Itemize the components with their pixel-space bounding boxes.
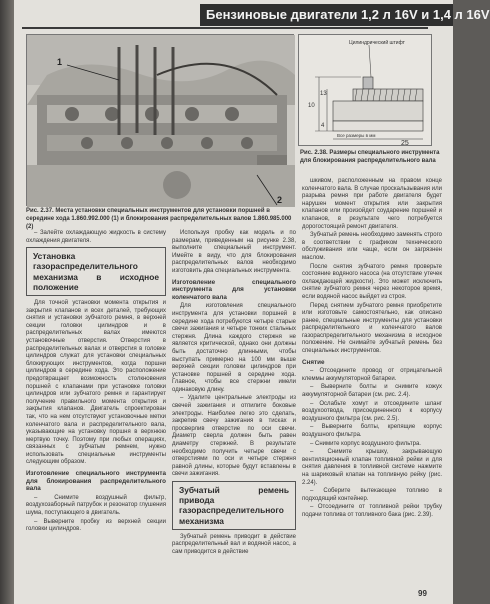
- text-column-3: [302, 178, 442, 521]
- col1-paragraph: – Снимите воздушный фильтр, воздухозаборный патрубок и резонатор глушения шума, поступающего в двигатель.: [26, 494, 166, 517]
- book-page: [14, 0, 490, 604]
- col2-paragraph: Используя пробку как модель и по размерам, приведенным на рисунке 2.38, выполните специальный инструмент. Имейте в виду, что для блокирования распределительных валов необходимо изготовить два специальных инструмента.: [172, 230, 296, 274]
- col2-paragraph: Зубчатый ремень приводит в действие распределительный вал и водяной насос, а сам приводится в действие: [172, 533, 296, 555]
- dim-4: 4: [321, 123, 325, 129]
- col3-paragraph: – Снимите крышку, закрывающую вентиляционный клапан топливной рейки и для снятия давления в топливной системе нажмите на шариковый клапан на топливную рейку (рис. 2.24).: [302, 449, 442, 486]
- col3-paragraph: – Отсоедините от топливной рейки трубку подачи топлива от топливного бака (рис. 2.39).: [302, 504, 442, 518]
- col3-paragraph: – Соберите вытекающее топливо в подходящий контейнер.: [302, 488, 442, 502]
- subheading-removal: Снятие: [302, 358, 325, 366]
- col1-paragraph: – Залейте охлаждающую жидкость в систему охлаждения двигателя.: [26, 230, 166, 244]
- figure-left-caption-text: Места установки специальных инструментов для установки поршней в середине хода 1.860.992.000 (1) и блокирования распределительных валов 1.860.985.000 (2): [26, 208, 292, 230]
- col2-paragraph: Для изготовления специального инструмента для установки поршней в середине хода потребуются четыре старые свечи зажигания и четыре тонких стальных стержня. Длина каждого стержня не является критической, однако они должны быть достаточно длинными, чтобы выступать примерно на 100 мм выше верхней секции головки цилиндров при установке поршней в середине хода. Главное, чтобы все стержни имели одинаковую длину.: [172, 303, 296, 393]
- col1-paragraph: – Выверните пробку из верхней секции головки цилиндров.: [26, 518, 166, 533]
- figure-right-caption: [300, 150, 440, 166]
- tool-drawing: [299, 35, 433, 147]
- figure-left-caption-num: Рис. 2.37.: [26, 208, 54, 214]
- figure-callout-2: 2: [277, 195, 283, 205]
- col3-paragraph: – Выверните болты, крепящие корпус воздушного фильтра.: [302, 424, 442, 438]
- section-heading-timing-setup: Установка газораспределительного механизма в исходное положение: [26, 247, 166, 296]
- figure-right-caption-num: Рис. 2.38.: [300, 150, 328, 156]
- dim-25: 25: [401, 140, 409, 147]
- figure-callout-1: 1: [57, 57, 63, 67]
- col3-paragraph: шкивом, расположенным на правом конце коленчатого вала. В случае проскальзывания или разрыва ремня при работе двигателя будет нарушен момент открытия или закрытия клапанов или произойдет соударение поршней и клапанов, в результате чего потребуется дорогостоящий ремонт двигателя.: [302, 178, 442, 230]
- col3-paragraph: После снятия зубчатого ремня проверьте состояние водяного насоса (на отсутствие утечек охлаждающей жидкости). Это может исключить снятие зубчатого ремня через некоторое время, если водяной насос выйдет из строя.: [302, 263, 442, 300]
- text-column-1: [26, 230, 166, 535]
- figure-right-caption-text: Размеры специального инструмента для блокирования распределительного вала: [300, 150, 440, 164]
- col2-paragraph: – Удалите центральные электроды из свечей зажигания и отпилите боковые электроды. Наиболее легко это сделать, закрепив свечу зажигания в тисках и просверлив отверстие по оси свечи. Диаметр сверла должен быть равен диаметру стержней. В результате необходимо получить четыре свечи с отверстиями по оси и четыре стержня равной длины, которые будут вставлены в свечи зажигания.: [172, 395, 296, 478]
- col3-paragraph: – Отсоедините провод от отрицательной клеммы аккумуляторной батареи.: [302, 368, 442, 382]
- dim-13: 13: [320, 91, 327, 97]
- page-number: 99: [418, 589, 427, 598]
- tool-dimension-drawing: [298, 34, 432, 146]
- col3-paragraph: Зубчатый ремень необходимо заменять строго в соответствии с графиком технического обслуживания или чаще, если он загрязнен маслом.: [302, 232, 442, 261]
- figure-left-caption: [26, 208, 296, 231]
- col3-paragraph: Перед снятием зубчатого ремня приобретите или изготовьте самостоятельно, как описано ранее, специальные инструменты для установки распределительного и коленчатого валов газораспределительного механизма в исходное положение. Не снимайте зубчатый ремень без специальных инструментов.: [302, 302, 442, 355]
- col1-paragraph: Для точной установки момента открытия и закрытия клапанов и всех деталей, требующих снятия и установки зубчатого ремня, в верхней секции головки цилиндров и в распределительных валах имеются установочные отверстия. Отверстия в распределительных валах и отверстия в головке цилиндров служат для установки специальных блокирующих инструментов, когда поршни цилиндров в середине хода. Это расположение предотвращает возможность столкновения поршней с клапанами при установке головки цилиндров или зубчатого ремня и гарантирует получение правильного момента открытия и закрытия клапанов. Двигатель спроектирован так, что на нем отсутствуют установочные метки коленчатого вала и распределительного вала, указывающие на установку поршня в верхнюю мертвую точку. Поэтому при любых операциях, связанных с зубчатым ремнем, нужно использовать специальные инструменты следующим образом.: [26, 300, 166, 466]
- dim-10: 10: [308, 103, 315, 109]
- dimensions-note: Все размеры в мм: [337, 133, 376, 138]
- col3-paragraph: – Выверните болты и снимите кожух аккумуляторной батареи (см. рис. 2.4).: [302, 384, 442, 399]
- pin-label: Цилиндрический штифт: [349, 40, 405, 46]
- subheading-crankshaft-tool: Изготовление специального инструмента для установки коленчатого вала: [172, 278, 296, 301]
- col3-paragraph: – Ослабьте хомут и отсоедините шланг воздухоотвода, присоединенного к корпусу воздушного фильтра (см. рис. 2.5).: [302, 400, 442, 422]
- subheading-camshaft-tool: Изготовление специального инструмента для блокирования распределительного вала: [26, 470, 166, 493]
- engine-photo-drawing: [27, 35, 295, 207]
- page-header: Бензиновые двигатели 1,2 л 16V и 1,4 л 16V: [200, 4, 453, 26]
- engine-photo: [26, 34, 294, 206]
- col3-paragraph: – Снимите корпус воздушного фильтра.: [310, 440, 421, 447]
- section-heading-timing-belt: Зубчатый ремень привода газораспределительного механизма: [172, 481, 296, 530]
- header-rule: [22, 27, 428, 29]
- text-column-2: [172, 230, 296, 558]
- page-binding-edge: [0, 0, 14, 604]
